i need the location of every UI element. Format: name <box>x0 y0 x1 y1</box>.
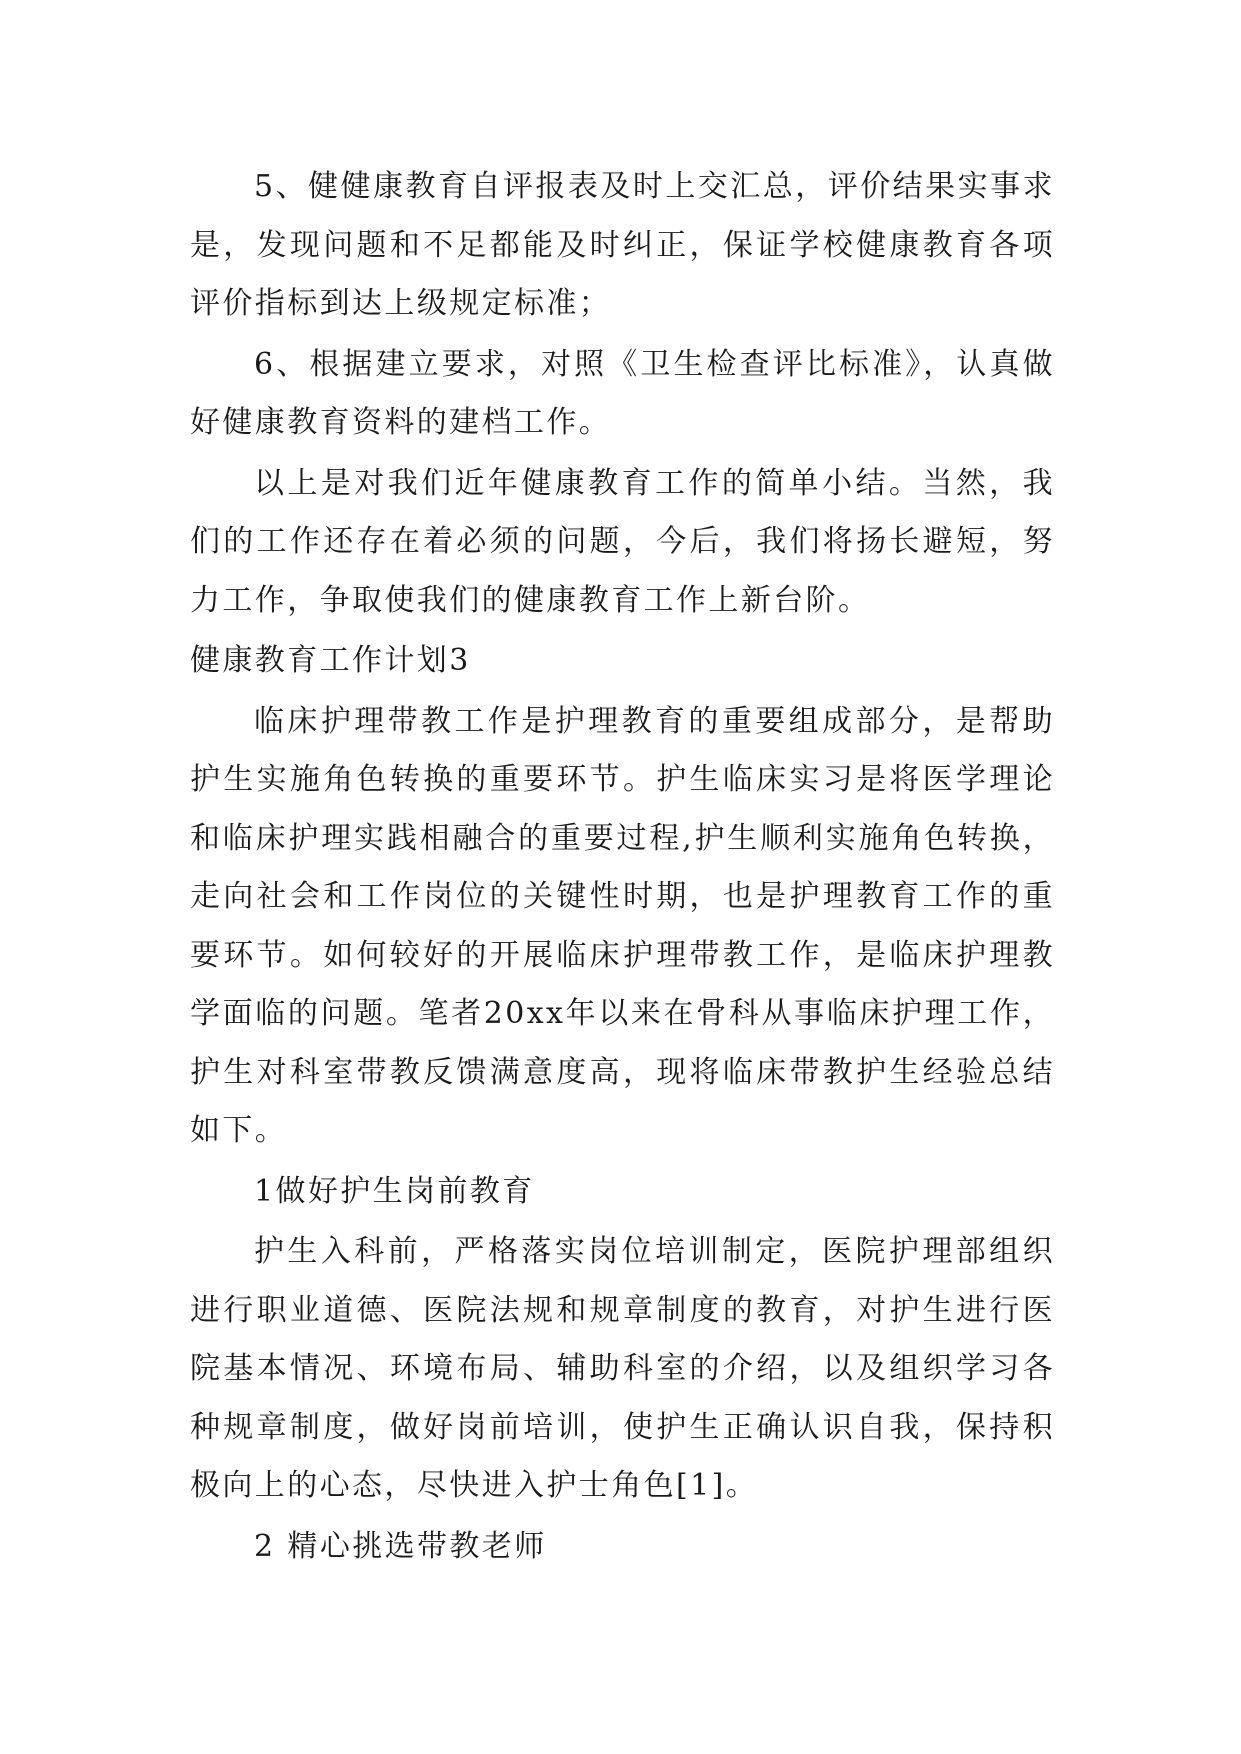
subheading-2: 2 精心挑选带教老师 <box>254 1528 547 1564</box>
document-body <box>190 158 1055 1578</box>
paragraph-item-6: 6、根据建立要求，对照《卫生检查评比标准》，认真做好健康教育资料的建档工作。 <box>190 346 1055 440</box>
section-title: 健康教育工作计划3 <box>190 643 471 678</box>
paragraph-item-5: 5、健健康教育自评报表及时上交汇总，评价结果实事求是，发现问题和不足都能及时纠正，保证学校健康教育各项评价指标到达上级规定标准； <box>190 169 1055 321</box>
paragraph-intro: 临床护理带教工作是护理教育的重要组成部分，是帮助护生实施角色转换的重要环节。护生临床实习是将医学理论和临床护理实践相融合的重要过程,护生顺利实施角色转换，走向社会和工作岗位的关键性时期，也是护理教育工作的重要环节。如何较好的开展临床护理带教工作，是临床护理教学面临的问题。笔者20xx年以来在骨科从事临床护理工作，护生对科室带教反馈满意度高，现将临床带教护生经验总结如下。 <box>190 703 1055 1148</box>
subheading-1: 1做好护生岗前教育 <box>254 1173 535 1209</box>
paragraph-summary: 以上是对我们近年健康教育工作的简单小结。当然，我们的工作还存在着必须的问题，今后，我们将扬长避短，努力工作，争取使我们的健康教育工作上新台阶。 <box>190 465 1055 618</box>
paragraph-pre-job-education: 护生入科前，严格落实岗位培训制定，医院护理部组织进行职业道德、医院法规和规章制度的教育，对护生进行医院基本情况、环境布局、辅助科室的介绍，以及组织学习各种规章制度，做好岗前培训，使护生正确认识自我，保持积极向上的心态，尽快进入护士角色[1]。 <box>190 1234 1055 1503</box>
